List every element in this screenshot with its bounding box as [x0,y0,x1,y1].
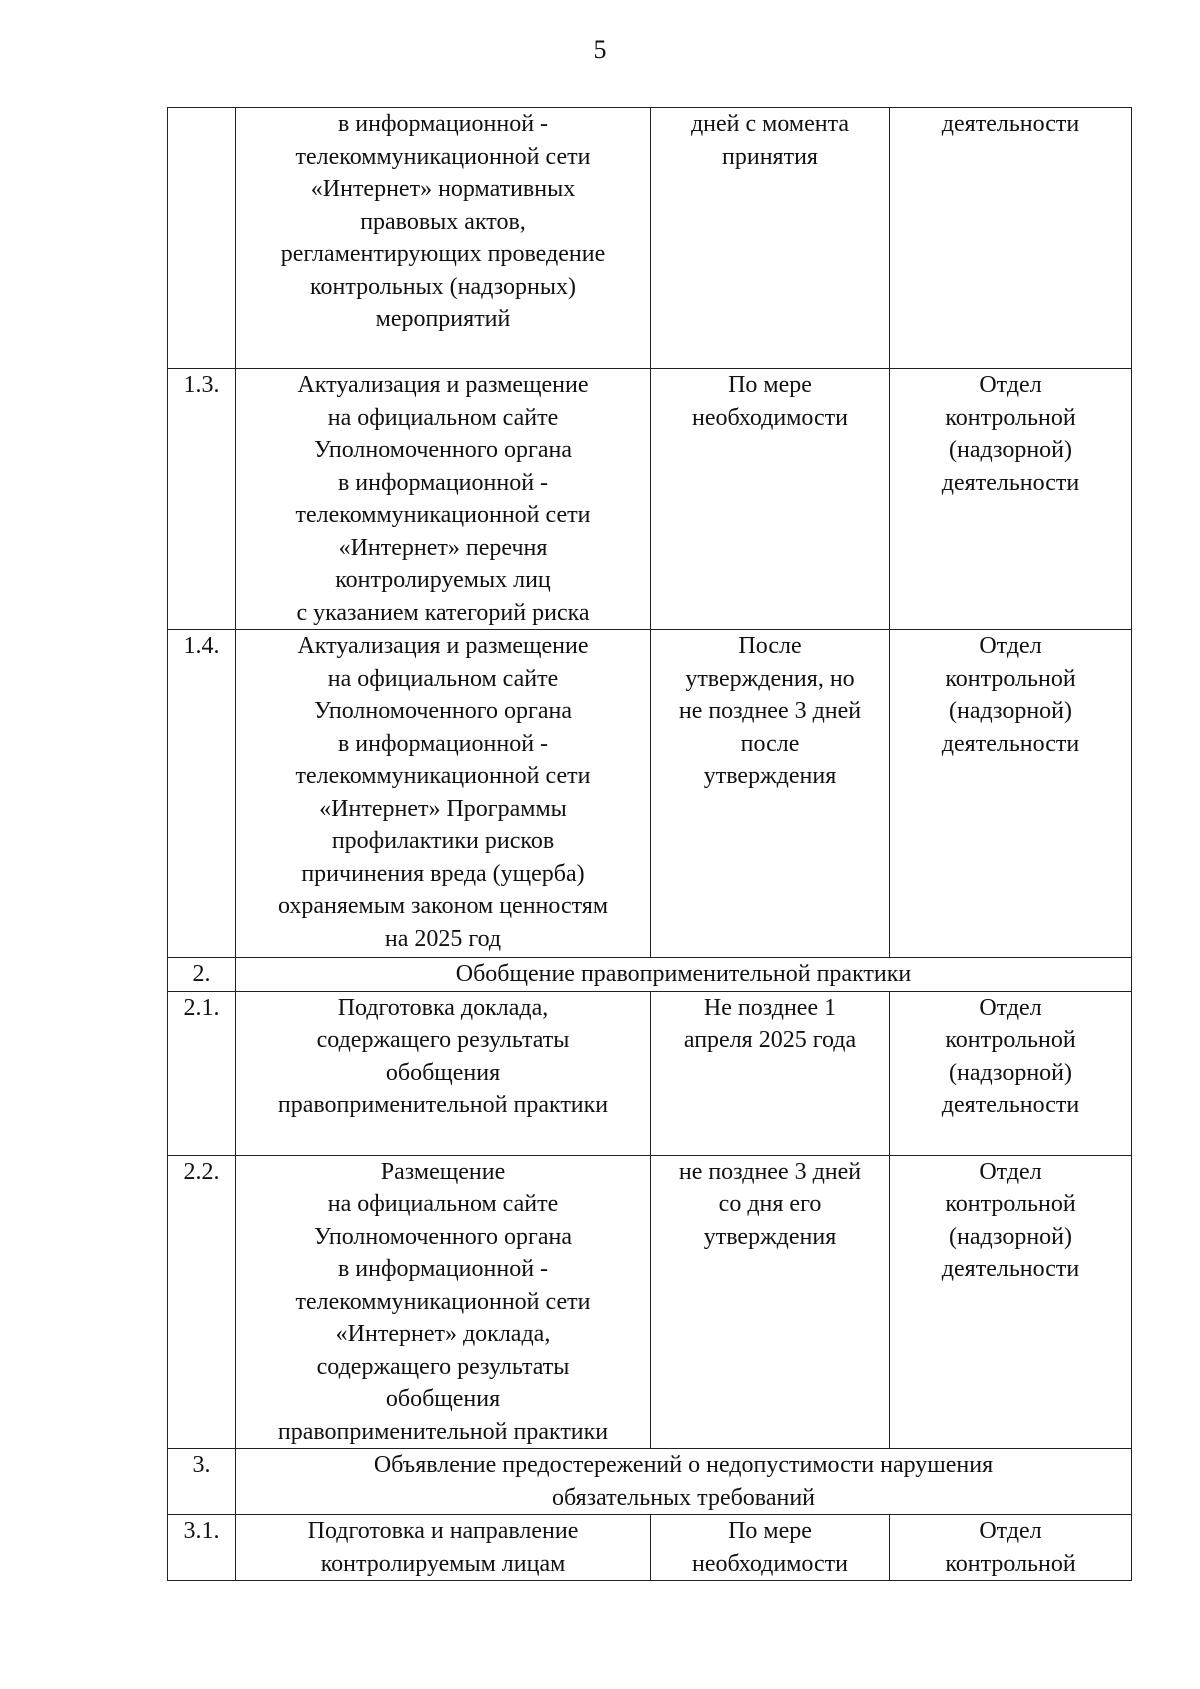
row-number: 1.3. [168,369,236,630]
table-row [168,1515,1132,1581]
activity-plan-table [167,107,1132,1581]
responsible-cell: Отдел контрольной (надзорной) деятельности [890,369,1132,630]
section-number: 2. [168,958,236,992]
row-number: 2.2. [168,1155,236,1449]
responsible-cell: Отдел контрольной (надзорной) деятельности [890,630,1132,958]
term-cell: Не позднее 1 апреля 2025 года [651,991,890,1155]
row-number: 3.1. [168,1515,236,1581]
activity-cell: Актуализация и размещение на официальном сайте Уполномоченного органа в информационной - телекоммуникационной сети «Интернет» перечня контролируемых лиц с указанием категорий риска [236,369,651,630]
term-cell: дней с момента принятия [651,108,890,369]
row-number [168,108,236,369]
responsible-cell: деятельности [890,108,1132,369]
section-row [168,1449,1132,1515]
term-cell: После утверждения, но не позднее 3 дней после утверждения [651,630,890,958]
responsible-cell: Отдел контрольной (надзорной) деятельности [890,991,1132,1155]
section-number: 3. [168,1449,236,1515]
table-row [168,1155,1132,1449]
page-number: 5 [593,35,607,64]
table-row [168,991,1132,1155]
section-row [168,958,1132,992]
section-title: Обобщение правоприменительной практики [236,958,1132,992]
section-title: Объявление предостережений о недопустимости нарушения обязательных требований [236,1449,1132,1515]
table-row [168,108,1132,369]
activity-cell: Размещение на официальном сайте Уполномоченного органа в информационной - телекоммуникационной сети «Интернет» доклада, содержащего результаты обобщения правоприменительной практики [236,1155,651,1449]
activity-cell: Подготовка и направление контролируемым лицам [236,1515,651,1581]
row-number: 1.4. [168,630,236,958]
term-cell: По мере необходимости [651,1515,890,1581]
activity-cell: в информационной - телекоммуникационной сети «Интернет» нормативных правовых актов, регламентирующих проведение контрольных (надзорных) мероприятий [236,108,651,369]
row-number: 2.1. [168,991,236,1155]
activity-cell: Актуализация и размещение на официальном сайте Уполномоченного органа в информационной - телекоммуникационной сети «Интернет» Программы профилактики рисков причинения вреда (ущерба) охраняемым законом ценностям на 2025 год [236,630,651,958]
table-row [168,369,1132,630]
term-cell: не позднее 3 дней со дня его утверждения [651,1155,890,1449]
term-cell: По мере необходимости [651,369,890,630]
table-row [168,630,1132,958]
responsible-cell: Отдел контрольной [890,1515,1132,1581]
activity-cell: Подготовка доклада, содержащего результаты обобщения правоприменительной практики [236,991,651,1155]
responsible-cell: Отдел контрольной (надзорной) деятельности [890,1155,1132,1449]
